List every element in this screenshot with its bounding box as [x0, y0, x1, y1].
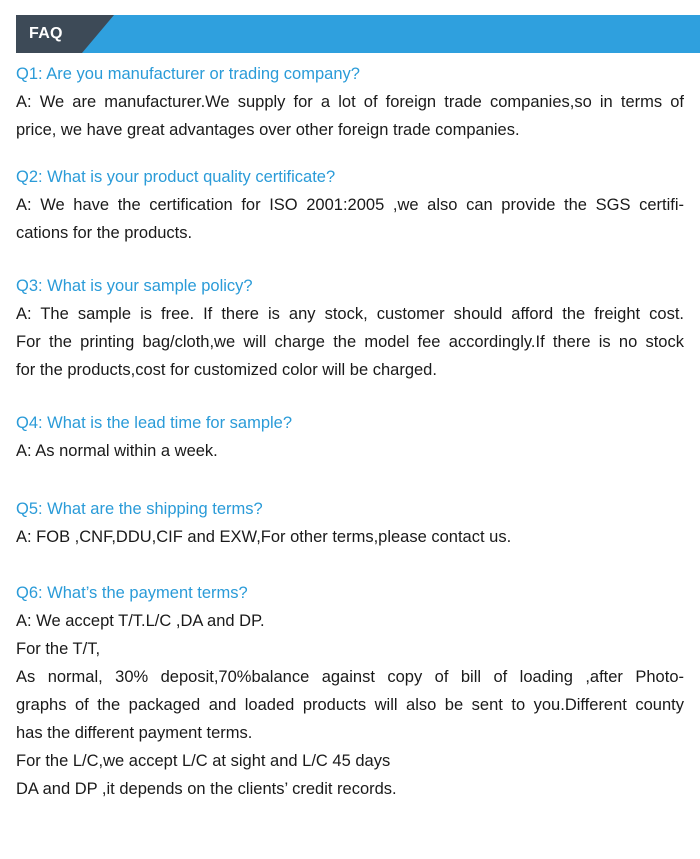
answer-line: A: The sample is free. If there is any stock, customer should afford the freight cost.: [16, 305, 684, 323]
faq-item-q2: [16, 163, 684, 247]
answer-line: A: As normal within a week.: [16, 442, 218, 460]
question-text: Q3: What is your sample policy?: [16, 277, 253, 295]
answer-line: For the L/C,we accept L/C at sight and L/C 45 days: [16, 752, 391, 770]
answer-text: [16, 88, 684, 144]
answer-line: price, we have great advantages over other foreign trade companies.: [16, 121, 520, 139]
answer-text: [16, 300, 684, 384]
answer-line: for the products,cost for customized color will be charged.: [16, 361, 437, 379]
faq-item-q3: [16, 272, 684, 384]
answer-line: A: We are manufacturer.We supply for a lot of foreign trade companies,so in terms of: [16, 93, 684, 111]
answer-line: For the printing bag/cloth,we will charge the model fee accordingly.If there is no stock: [16, 333, 684, 351]
answer-line: For the T/T,: [16, 640, 101, 658]
answer-line: As normal, 30% deposit,70%balance against copy of bill of loading ,after Photo-: [16, 668, 684, 686]
answer-line: A: FOB ,CNF,DDU,CIF and EXW,For other terms,please contact us.: [16, 528, 512, 546]
answer-line: graphs of the packaged and loaded products will also be sent to you.Different county: [16, 696, 684, 714]
answer-line: cations for the products.: [16, 224, 193, 242]
answer-text: [16, 523, 684, 551]
header-bar: [16, 15, 700, 53]
question-text: Q2: What is your product quality certificate?: [16, 168, 336, 186]
faq-header: [16, 15, 700, 53]
answer-line: A: We have the certification for ISO 2001:2005 ,we also can provide the SGS certifi-: [16, 196, 684, 214]
question-text: Q6: What’s the payment terms?: [16, 584, 248, 602]
faq-item-q5: [16, 495, 684, 551]
faq-tab-label: FAQ: [29, 25, 63, 42]
question-text: Q1: Are you manufacturer or trading company?: [16, 65, 360, 83]
answer-text: [16, 191, 684, 247]
faq-item-q1: [16, 60, 684, 144]
question-text: Q5: What are the shipping terms?: [16, 500, 263, 518]
answer-line: DA and DP ,it depends on the clients’ credit records.: [16, 780, 397, 798]
answer-line: has the different payment terms.: [16, 724, 253, 742]
answer-text: [16, 437, 684, 465]
faq-item-q4: [16, 409, 684, 465]
faq-item-q6: [16, 579, 684, 803]
question-text: Q4: What is the lead time for sample?: [16, 414, 293, 432]
answer-text: [16, 607, 684, 803]
answer-line: A: We accept T/T.L/C ,DA and DP.: [16, 612, 265, 630]
